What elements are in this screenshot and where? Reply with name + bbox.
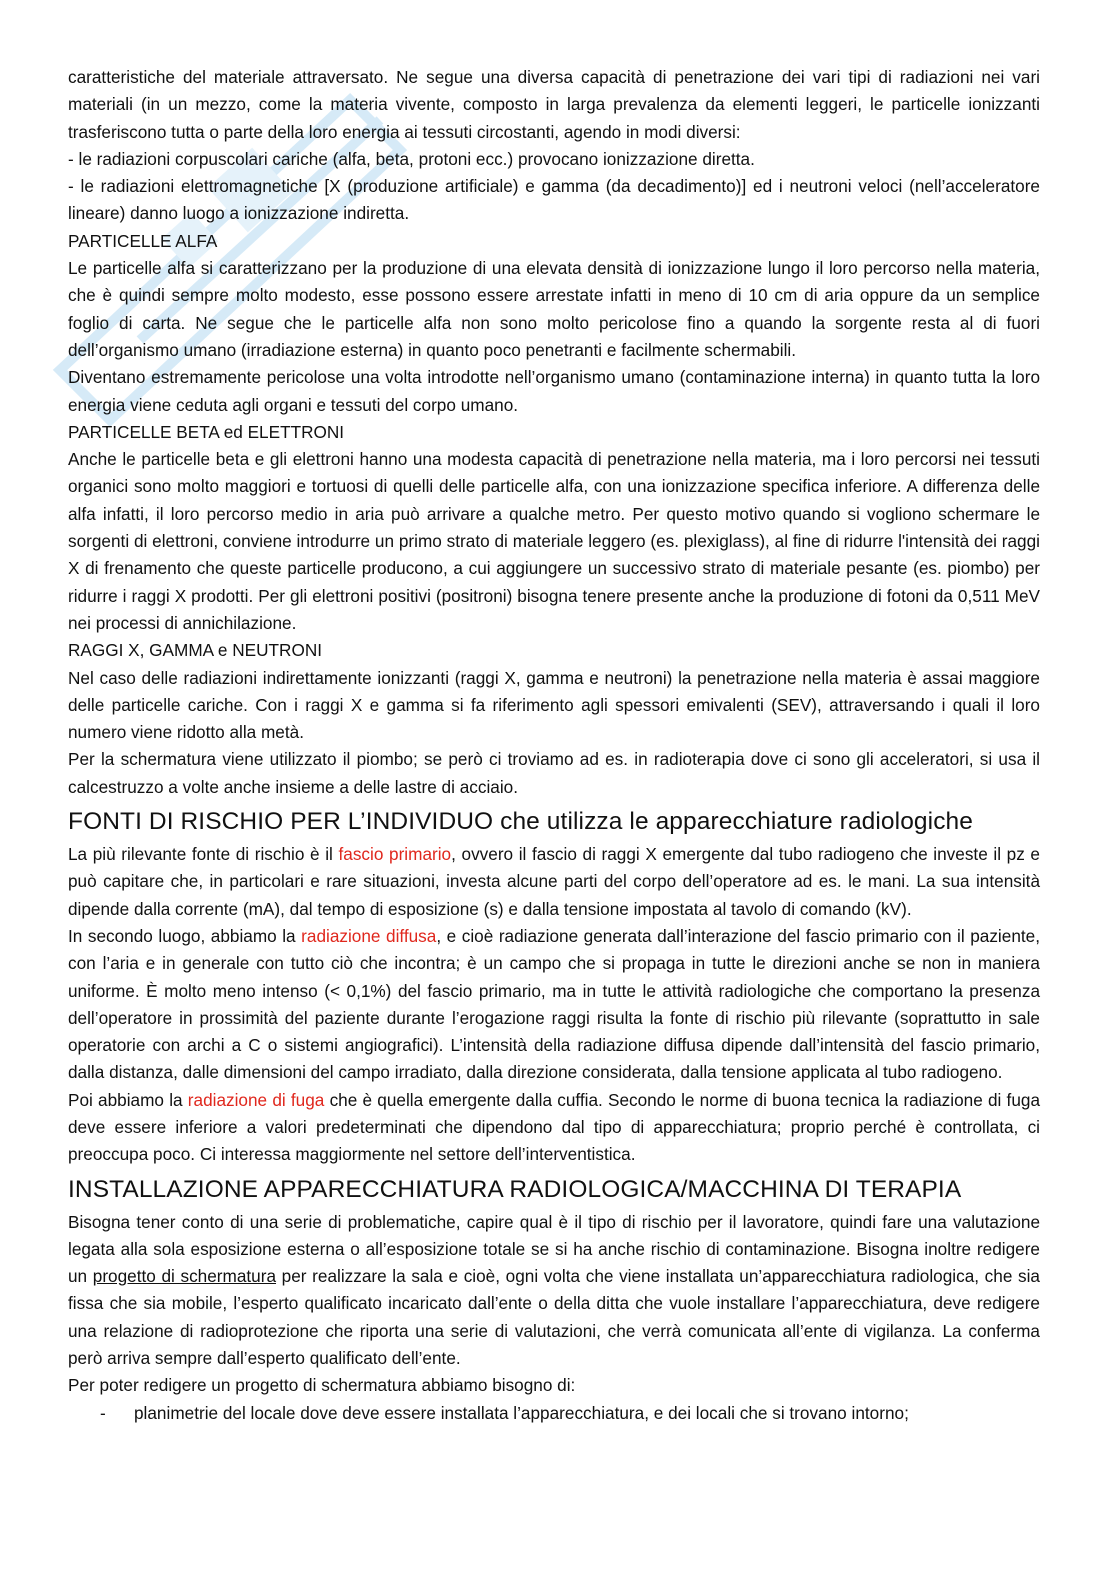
section-heading-installazione: INSTALLAZIONE APPARECCHIATURA RADIOLOGICA/MACCHINA DI TERAPIA: [68, 1175, 962, 1203]
paragraph: Diventano estremamente pericolose una volta introdotte nell’organismo umano (contaminazione interna) in quanto tutta la loro energia viene ceduta agli organi e tessuti del corpo umano.: [68, 367, 1040, 415]
text-run: , ovvero il fascio di raggi X emergente dal tubo radiogeno che investe il pz e può capitare che, in particolari e rare situazioni, investa alcune parti del corpo dell’operatore ad es. le mani. La sua intensità dipende dalla corrente (mA), dal tempo di esposizione (s) e dalla tensione impostata al tavolo di comando (kV).: [68, 844, 1040, 919]
bullet-dash: -: [100, 1402, 106, 1423]
paragraph: - le radiazioni corpuscolari cariche (alfa, beta, protoni ecc.) provocano ionizzazione diretta.: [68, 148, 755, 169]
underlined-progetto-di-schermatura: progetto di schermatura: [92, 1266, 277, 1287]
text-run: , e cioè radiazione generata dall’interazione del fascio primario con il paziente, con l’aria e in generale con tutto ciò che incontra; è un campo che si propaga in tutte le direzioni anche se non in maniera uniforme. È molto meno intenso (< 0,1%) del fascio primario, ma in tutte le attività radiologiche che comportano la presenza dell’operatore in prossimità del paziente durante l’erogazione raggi risulta la fonte di rischio più rilevante (soprattutto in sale operatorie con archi a C o sistemi angiografici). L’intensità della radiazione diffusa dipende dall’intensità del fascio primario, dalla distanza, dalle dimensioni del campo irradiato, dalla direzione considerata, dalla tensione applicata al tubo radiogeno.: [68, 925, 1040, 1083]
paragraph: [68, 1087, 1040, 1169]
list-item-text: planimetrie del locale dove deve essere installata l’apparecchiatura, e dei locali che si trovano intorno;: [134, 1402, 909, 1423]
paragraph: [68, 841, 1040, 923]
paragraph: Nel caso delle radiazioni indirettamente ionizzanti (raggi X, gamma e neutroni) la penetrazione nella materia è assai maggiore delle particelle cariche. Con i raggi X e gamma si fa riferimento agli spessori emivalenti (SEV), attraversando i quali il loro numero viene ridotto alla metà.: [68, 667, 1040, 743]
highlight-radiazione-diffusa: radiazione diffusa: [301, 925, 437, 946]
paragraph: - le radiazioni elettromagnetiche [X (produzione artificiale) e gamma (da decadimento)] ed i neutroni veloci (nell’acceleratore lineare) danno luogo a ionizzazione indiretta.: [68, 176, 1040, 224]
paragraph: [68, 1209, 1040, 1373]
highlight-fascio-primario: fascio primario: [338, 844, 452, 865]
document-page: [68, 0, 1040, 1427]
text-run: In secondo luogo, abbiamo la: [68, 925, 302, 946]
paragraph: [68, 923, 1040, 1087]
text-run: La più rilevante fonte di rischio è il: [68, 844, 339, 865]
paragraph: Anche le particelle beta e gli elettroni hanno una modesta capacità di penetrazione nella materia, ma i loro percorsi nei tessuti organici sono molto maggiori e tortuosi di quelli delle particelle alfa, con una ionizzazione specifica inferiore. A differenza delle alfa infatti, il loro percorso medio in aria può arrivare a qualche metro. Per questo motivo quando si vogliono schermare le sorgenti di elettroni, conviene introdurre un primo strato di materiale leggero (es. plexiglass), al fine di ridurre l'intensità dei raggi X di frenamento che queste particelle producono, a cui aggiungere un successivo strato di materiale pesante (es. piombo) per ridurre i raggi X prodotti. Per gli elettroni positivi (positroni) bisogna tenere presente anche la produzione di fotoni da 0,511 MeV nei processi di annichilazione.: [68, 449, 1040, 633]
text-run: Poi abbiamo la: [68, 1089, 188, 1110]
text-run: che è quella emergente dalla cuffia. Secondo le norme di buona tecnica la radiazione di fuga deve essere inferiore a valori predeterminati che dipendono dal tipo di apparecchiatura; proprio perché è controllata, ci preoccupa poco. Ci interessa maggiormente nel settore dell’interventistica.: [68, 1089, 1041, 1165]
highlight-radiazione-di-fuga: radiazione di fuga: [187, 1089, 325, 1110]
list-item: [68, 1400, 1040, 1427]
paragraph: caratteristiche del materiale attraversato. Ne segue una diversa capacità di penetrazione dei vari tipi di radiazioni nei vari materiali (in un mezzo, come la materia vivente, composto in larga prevalenza da elementi leggeri, le particelle ionizzanti trasferiscono tutta o parte della loro energia ai tessuti circostanti, agendo in modi diversi:: [68, 67, 1040, 142]
subheading-particelle-beta: PARTICELLE BETA ed ELETTRONI: [68, 421, 345, 442]
section-heading-fonti-di-rischio: FONTI DI RISCHIO PER L’INDIVIDUO che utilizza le apparecchiature radiologiche: [68, 808, 973, 836]
text-run: per realizzare la sala e cioè, ogni volta che viene installata un’apparecchiatura radiologica, che sia fissa che sia mobile, l’esperto qualificato incaricato dall’ente o della ditta che vuole installare l’apparecchiatura, deve redigere una relazione di radioprotezione che riporta una serie di valutazioni, che verrà comunicata all’ente di vigilanza. La conferma però arriva sempre dall’esperto qualificato dell’ente.: [68, 1266, 1040, 1369]
text-run: Bisogna tener conto di una serie di problematiche, capire qual è il tipo di rischio per il lavoratore, quindi fare una valutazione legata alla sola esposizione esterna o all’esposizione totale se si ha anche rischio di contaminazione. Bisogna inoltre redigere un: [68, 1211, 1040, 1287]
subheading-particelle-alfa: PARTICELLE ALFA: [68, 230, 218, 251]
paragraph: Per la schermatura viene utilizzato il piombo; se però ci troviamo ad es. in radioterapia dove ci sono gli acceleratori, si usa il calcestruzzo a volte anche insieme a delle lastre di acciaio.: [68, 749, 1040, 797]
paragraph: Per poter redigere un progetto di schermatura abbiamo bisogno di:: [68, 1375, 576, 1396]
paragraph: Le particelle alfa si caratterizzano per la produzione di una elevata densità di ionizzazione lungo il loro percorso nella materia, che è quindi sempre molto modesto, esse possono essere arrestate infatti in meno di 10 cm di aria oppure da un semplice foglio di carta. Ne segue che le particelle alfa non sono molto pericolose fino a quando la sorgente resta al di fuori dell’organismo umano (irradiazione esterna) in quanto poco penetranti e facilmente schermabili.: [68, 258, 1040, 360]
subheading-raggi-x: RAGGI X, GAMMA e NEUTRONI: [68, 640, 323, 661]
